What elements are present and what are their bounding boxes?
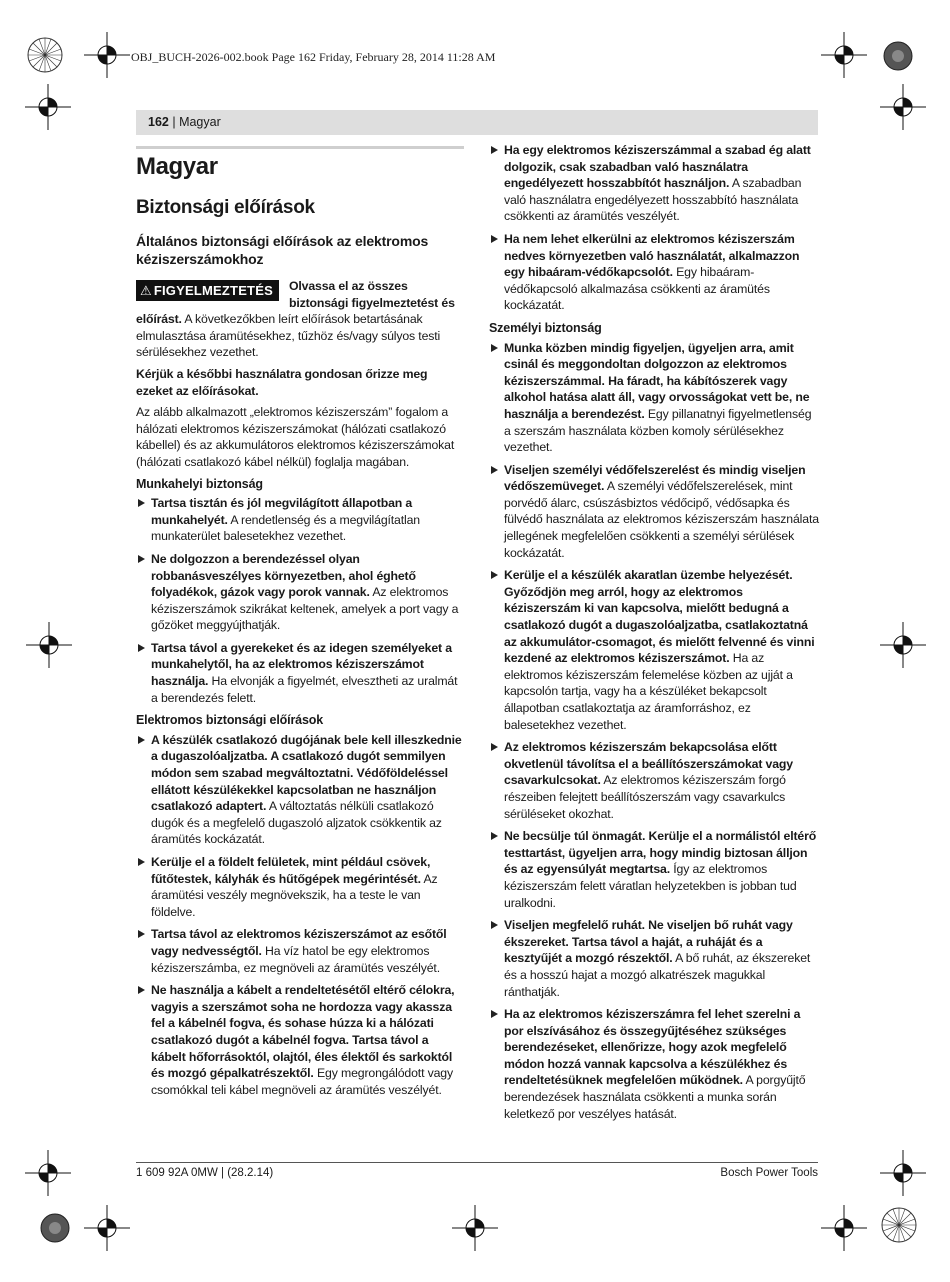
item-text: Ha elvonják a figyelmét, elvesztheti az uralmát a berendezés felett.: [151, 674, 458, 705]
item-bold-text: Tartsa távol az elektromos kéziszerszámot az esőtől vagy nedvességtől.: [151, 927, 447, 958]
item-text: Egy pillanatnyi figyelmetlenség a szerszám használata közben komoly sérülésekhez vezethet.: [504, 406, 812, 455]
crosshair-mark-upper-right: [880, 84, 926, 130]
item-text: A szabadban való használatra engedélyezett hosszabbító használata csökkenti az áramütés veszélyét.: [504, 176, 802, 224]
item-bold-text: Tartsa távol a gyerekeket és az idegen személyeket a munkahelytől, ha az elektromos kéziszerszámot használja.: [151, 640, 452, 689]
item-bold-text: Ne dolgozzon a berendezéssel olyan robbanásveszélyes környezetben, ahol éghető folyadékok, gázok vagy porok vannak.: [151, 551, 416, 600]
crosshair-mark-bottom-center: [452, 1205, 498, 1251]
registration-mark-top-left: [20, 30, 70, 80]
crosshair-mark-bottom-left: [84, 1205, 130, 1251]
item-bold-text: Kerülje el a készülék akaratlan üzembe helyezését. Győződjön meg arról, hogy az elektromos kéziszerszám ki van kapcsolva, mielőtt bedugná a csatlakozó dugót a dugaszolóaljzatba, csatlakoztatná az akkumulátor-csomagot, és mielőtt felvenné és vinni kezdené az elektromos kéziszerszámot.: [504, 568, 815, 666]
right-top-items: [489, 142, 819, 314]
list-item: [489, 567, 819, 733]
item-text: Egy megrongálódott vagy csomókkal teli kábel megnöveli az áramütés veszélyét.: [151, 1066, 453, 1097]
section-title: Biztonsági előírások: [136, 197, 315, 218]
item-text: A bő ruhát, az ékszereket és a hosszú hajat a mozgó alkatrészek magukkal ránthatják.: [504, 951, 811, 999]
left-sections: [136, 476, 465, 1099]
warning-badge: [136, 280, 279, 301]
subsection-heading: Munkahelyi biztonság: [136, 476, 263, 491]
page-header-bar: [136, 110, 818, 135]
list-item: [136, 926, 465, 976]
page-header: [148, 115, 221, 129]
list-item: [489, 142, 819, 225]
right-sections: [489, 320, 819, 1122]
right-column: [489, 142, 819, 1128]
item-text: A személyi védőfelszerelések, mint porvédő álarc, csúszásbiztos védőcipő, védősapka és fülvédő használata az elektromos kéziszerszám használata jellegének megfelelően csökkenti a személyi sérülések kockázatát.: [504, 479, 819, 560]
left-column: [136, 150, 465, 1104]
list-item: [136, 854, 465, 920]
print-slug: OBJ_BUCH-2026-002.book Page 162 Friday, February 28, 2014 11:28 AM: [131, 50, 496, 64]
general-heading: Általános biztonsági előírások az elektromos kéziszerszámokhoz: [136, 233, 429, 267]
item-text: A porgyűjtő berendezések használata csökkenti a munka során keletkező por veszélyes hatását.: [504, 1073, 806, 1121]
warning-body: A következőkben leírt előírások betartásának elmulasztása áramütésekhez, tűzhöz és/vagy súlyos testi sérülésekhez vezethet.: [136, 312, 441, 360]
warning-badge-label: FIGYELMEZTETÉS: [153, 283, 273, 298]
item-bold-text: Munka közben mindig figyeljen, ügyeljen arra, amit csinál és meggondoltan dolgozzon az elektromos kéziszerszámmal. Ha fáradt, ha kábítószerek vagy alkohol hatása alatt áll, vagy orvosságokat vett be, ne használja a berendezést.: [504, 340, 810, 421]
list-item: [489, 462, 819, 562]
crosshair-mark-top-right: [821, 32, 867, 78]
list-item: [136, 640, 465, 706]
crosshair-mark-mid-right: [880, 622, 926, 668]
item-bold-text: Ne használja a kábelt a rendeltetésétől eltérő célokra, vagyis a szerszámot soha ne hordozza vagy akassza fel a kábelnél fogva, és sohase húzza ki a hálózati csatlakozó dugót a kábelnél fogva. Tartsa távol a kábelt hőforrásoktól, olajtól, éles élektől és sarkoktól és mozgó gépalkatrészektől.: [151, 983, 455, 1081]
item-bold-text: Ha egy elektromos kéziszerszámmal a szabad ég alatt dolgozik, csak szabadban való használatra engedélyezett hosszabbítót használjon.: [504, 143, 811, 191]
registration-mark-bottom-right: [874, 1200, 924, 1250]
registration-mark-bottom-left: [35, 1208, 75, 1248]
item-text: Egy hibaáram-védőkapcsoló alkalmazása csökkenti az áramütés kockázatát.: [504, 265, 770, 313]
item-bold-text: Az elektromos kéziszerszám bekapcsolása előtt okvetlenül távolítsa el a beállítószerszámokat vagy csavarkulcsokat.: [504, 740, 793, 788]
list-item: [489, 739, 819, 822]
item-text: Ha víz hatol be egy elektromos kéziszerszámba, ez megnöveli az áramütés veszélyét.: [151, 943, 440, 975]
item-bold-text: Ha az elektromos kéziszerszámra fel lehet szerelni a por elszívásához és összegyűjtéséhez szükséges berendezéseket, ellenőrizze, hogy azok megfelelő módon hozzá vannak kapcsolva a készülékhez és rendeltetésüknek megfelelően működnek.: [504, 1007, 801, 1088]
item-bold-text: Viseljen megfelelő ruhát. Ne viseljen bő ruhát vagy ékszereket. Tartsa távol a haját, a ruháját és a kesztyűjét a mozgó részektől.: [504, 918, 793, 966]
item-bold-text: Ne becsülje túl önmagát. Kerülje el a normálistól eltérő testtartást, ügyeljen arra, hogy mindig biztosan álljon és az egyensúlyát megtartsa.: [504, 829, 817, 877]
subsection-heading: Személyi biztonság: [489, 320, 602, 335]
keep-notice: Kérjük a későbbi használatra gondosan őrizze meg ezeket az előírásokat.: [136, 366, 428, 398]
list-item: [489, 1006, 819, 1122]
warning-block: [136, 278, 465, 366]
title-rule: [136, 146, 464, 149]
list-item: [136, 732, 465, 848]
crosshair-mark-upper-left: [25, 84, 71, 130]
list-item: [489, 231, 819, 314]
list-item: [489, 917, 819, 1000]
item-bold-text: A készülék csatlakozó dugójának bele kell illeszkednie a dugaszolóaljzatba. A csatlakozó dugót semmilyen módon sem szabad megváltoztatni. Védőföldeléssel ellátott készülékekkel kapcsolatban ne használjon csatlakozó adaptert.: [151, 732, 462, 814]
footer-doc-number: 1 609 92A 0MW | (28.2.14): [136, 1167, 274, 1179]
item-text: Ha az elektromos kéziszerszám felemelése közben az ujját a kapcsolón tartja, vagy ha a készüléket bekapcsolt állapotban csatlakoztatja az áramforráshoz, ez balesetekhez vezethet.: [504, 651, 793, 732]
item-text: A változtatás nélküli csatlakozó dugók és a megfelelő dugaszoló aljzatok csökkentik az áramütés kockázatát.: [151, 799, 442, 847]
list-item: [136, 982, 465, 1098]
item-text: Így az elektromos kéziszerszám felett váratlan helyzetekben is jobban tud uralkodni.: [504, 862, 797, 910]
page-title: Magyar: [136, 153, 218, 180]
registration-mark-top-right: [878, 36, 918, 76]
footer-brand: Bosch Power Tools: [720, 1167, 818, 1179]
list-item: [489, 340, 819, 456]
item-text: Az áramütési veszély megnövekszik, ha a teste le van földelve.: [151, 871, 438, 919]
item-bold-text: Tartsa tisztán és jól megvilágított állapotban a munkahelyét.: [151, 496, 413, 527]
item-text: Az elektromos kéziszerszámok szikrákat keltenek, amelyek a port vagy a gőzöket meggyújthatják.: [151, 585, 459, 633]
crosshair-mark-top-left: [84, 32, 130, 78]
subsection-heading: Elektromos biztonsági előírások: [136, 713, 324, 728]
crosshair-mark-bottom-right: [821, 1205, 867, 1251]
item-bold-text: Kerülje el a földelt felületek, mint például csövek, fűtőtestek, kályhák és hűtőgépek megérintését.: [151, 855, 431, 886]
crosshair-mark-lower-left: [25, 1150, 71, 1196]
list-item: [136, 551, 465, 634]
page-number: 162: [148, 115, 169, 129]
item-bold-text: Ha nem lehet elkerülni az elektromos kéziszerszám nedves környezetben való használatát, alkalmazzon egy hibaáram-védőkapcsolót.: [504, 231, 800, 280]
item-text: A rendetlenség és a megvilágítatlan munkaterület balesetekhez vezethet.: [151, 512, 420, 544]
warning-triangle-icon: ⚠: [140, 283, 152, 298]
crosshair-mark-lower-right: [880, 1150, 926, 1196]
header-separator: |: [168, 115, 180, 129]
list-item: [489, 828, 819, 911]
item-text: Az elektromos kéziszerszám forgó részeiben felejtett beállítószerszám vagy csavarkulcs sérüléseket okozhat.: [504, 773, 786, 821]
crosshair-mark-mid-left: [26, 622, 72, 668]
warning-bold: Olvassa el az összes biztonsági figyelmeztetést és előírást.: [136, 279, 455, 327]
footer-rule: [136, 1162, 818, 1163]
header-language: Magyar: [179, 115, 221, 129]
list-item: [136, 495, 465, 545]
definition-paragraph: Az alább alkalmazott „elektromos kéziszerszám” fogalom a hálózati elektromos kéziszerszámokat (hálózati csatlakozó kábellel) és az akkumulátoros elektromos kéziszerszámokat (hálózati csatlakozó kábel nélkül) foglalja magában.: [136, 405, 455, 469]
item-bold-text: Viseljen személyi védőfelszerelést és mindig viseljen védőszemüveget.: [504, 462, 806, 494]
